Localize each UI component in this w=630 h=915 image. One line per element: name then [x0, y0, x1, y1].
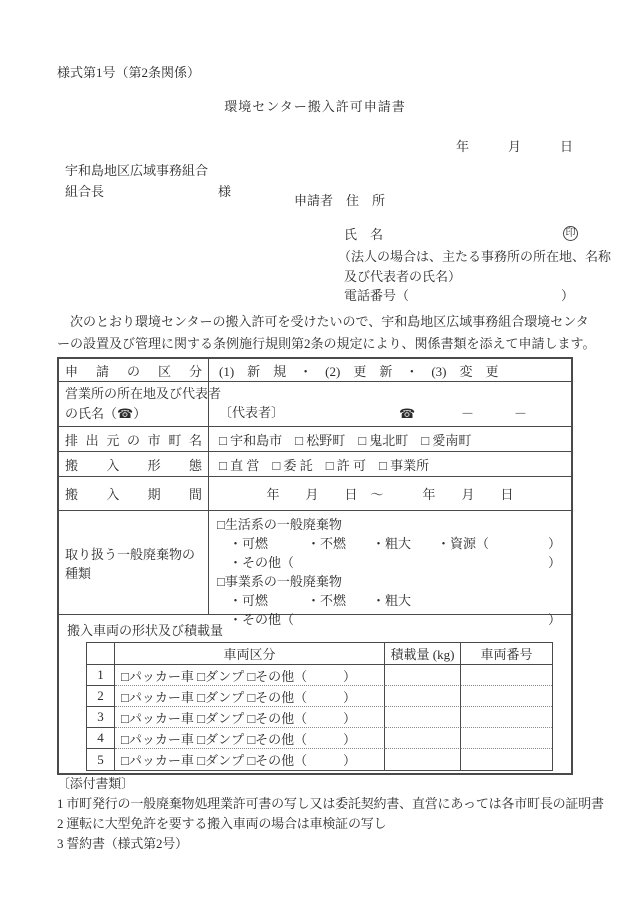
applicant-name-label: 氏 名: [344, 227, 384, 242]
vehicle-number-cell: [461, 707, 552, 728]
vehicle-load-cell: [385, 707, 461, 728]
phone-close-paren: ）: [560, 288, 574, 303]
carry-in-period-value: 年 月 日 ～ 年 月 日: [266, 487, 514, 502]
attachments-heading: 〔添付書類〕: [57, 776, 134, 791]
vehicle-type-checkboxes: □パッカー車 □ダンプ □その他（ ）: [115, 707, 385, 728]
vehicle-col-number: 車両番号: [480, 647, 533, 662]
vehicle-number-cell: [461, 749, 552, 770]
row-vehicle-section: [59, 615, 571, 773]
row-office: [59, 382, 571, 427]
vehicle-row: [87, 665, 552, 686]
municipality-label: 排出元の市町名: [59, 427, 209, 451]
vehicle-row-number: 5: [87, 749, 115, 770]
vehicle-type-checkboxes: □パッカー車 □ダンプ □その他（ ）: [115, 749, 385, 770]
attachments-list: [57, 794, 604, 854]
office-value: [209, 382, 571, 426]
attachment-item: 3 誓約書（様式第2号）: [57, 836, 188, 851]
telephone-icon: ☎: [399, 406, 416, 421]
phone-label: 電話番号（: [344, 288, 410, 303]
vehicle-number-cell: [461, 665, 552, 686]
row-carry-in-period: [59, 477, 571, 511]
date-line: 年 月 日: [455, 139, 573, 154]
vehicle-row: [87, 749, 552, 770]
row-municipality: [59, 427, 571, 452]
vehicle-section-caption: 搬入車両の形状及び積載量: [67, 623, 224, 638]
vehicle-type-checkboxes: □パッカー車 □ダンプ □その他（ ）: [115, 728, 385, 749]
office-label: 営業所の所在地及び代表者 の氏名（☎）: [59, 382, 209, 426]
vehicle-row: [87, 707, 552, 728]
representative-label: 〔代表者〕: [219, 405, 285, 420]
vehicle-row-number: 2: [87, 686, 115, 707]
household-waste-header: □生活系の一般廃棄物: [217, 517, 342, 532]
vehicle-load-cell: [385, 749, 461, 770]
vehicle-load-cell: [385, 665, 461, 686]
row-carry-in-form: [59, 452, 571, 477]
application-category-options: (1) 新 規 ・ (2) 更 新 ・ (3) 変 更: [219, 363, 499, 379]
application-table: [57, 357, 573, 775]
waste-types-value: [209, 511, 571, 627]
vehicle-table: [86, 642, 553, 771]
vehicle-type-checkboxes: □パッカー車 □ダンプ □その他（ ）: [115, 686, 385, 707]
vehicle-table-header: [87, 643, 552, 665]
carry-in-form-label: 搬入形態: [59, 452, 209, 476]
household-waste-line1: ・可燃 ・不燃 ・粗大 ・資源（ ）: [229, 536, 561, 551]
corporate-note-line2: 及び代表者の氏名）: [344, 269, 462, 284]
vehicle-row: [87, 686, 552, 707]
addressee-honorific: 様: [218, 184, 232, 199]
vehicle-col-index: [87, 643, 115, 664]
vehicle-type-checkboxes: □パッカー車 □ダンプ □その他（ ）: [115, 665, 385, 686]
vehicle-section: [59, 615, 571, 773]
vehicle-number-cell: [461, 728, 552, 749]
body-paragraph-line2: ーの設置及び管理に関する条例施行規則第2条の規定により、関係書類を添えて申請します。: [57, 336, 596, 351]
vehicle-col-load: 積載量 (kg): [385, 643, 461, 664]
vehicle-load-cell: [385, 686, 461, 707]
body-paragraph-line1: 次のとおり環境センターの搬入許可を受けたいので、宇和島地区広域事務組合環境センタ: [57, 314, 589, 329]
attachments-section: [57, 774, 604, 854]
applicant-name-line: [344, 224, 578, 243]
business-waste-line2: ・その他（ ）: [229, 612, 561, 627]
vehicle-row-number: 4: [87, 728, 115, 749]
attachment-item: 1 市町発行の一般廃棄物処理業許可書の写し又は委託契約書、直営にあっては各市町長の証明書: [57, 796, 604, 811]
row-application-category: [59, 359, 571, 382]
phone-number-line: [344, 285, 574, 304]
vehicle-row: [87, 728, 552, 749]
municipality-checkboxes: □ 宇和島市 □ 松野町 □ 鬼北町 □ 愛南町: [219, 432, 472, 448]
row-waste-types: [59, 511, 571, 627]
carry-in-period-label: 搬入期間: [59, 477, 209, 510]
corporate-note-line1: （法人の場合は、主たる事務所の所在地、名称: [338, 249, 612, 264]
vehicle-row-number: 3: [87, 707, 115, 728]
vehicle-row-number: 1: [87, 665, 115, 686]
attachment-item: 2 運転に大型免許を要する搬入車両の場合は車検証の写し: [57, 816, 387, 831]
application-category-label: 申請の区分: [59, 359, 209, 381]
phone-dash-1: －: [461, 406, 475, 421]
phone-dash-2: －: [514, 406, 528, 421]
waste-types-label: 取り扱う一般廃棄物の種類: [59, 511, 209, 614]
addressee-role: 組合長: [65, 184, 105, 199]
vehicle-table-body: [87, 665, 552, 770]
applicant-address-heading: 申請者 住 所: [294, 193, 386, 208]
seal-icon: 印: [563, 226, 578, 241]
addressee-organization: 宇和島地区広域事務組合: [65, 163, 209, 178]
vehicle-col-type: 車両区分: [115, 643, 385, 664]
household-waste-line2: ・その他（ ）: [229, 555, 561, 570]
vehicle-number-cell: [461, 686, 552, 707]
form-title: 環境センター搬入許可申請書: [224, 99, 406, 114]
form-number: 様式第1号（第2条関係）: [57, 65, 201, 80]
carry-in-form-checkboxes: □ 直 営 □ 委 託 □ 許 可 □ 事業所: [219, 457, 430, 473]
business-waste-line1: ・可燃 ・不燃 ・粗大: [229, 593, 412, 608]
business-waste-header: □事業系の一般廃棄物: [217, 574, 342, 589]
vehicle-load-cell: [385, 728, 461, 749]
body-paragraph: [57, 311, 596, 355]
